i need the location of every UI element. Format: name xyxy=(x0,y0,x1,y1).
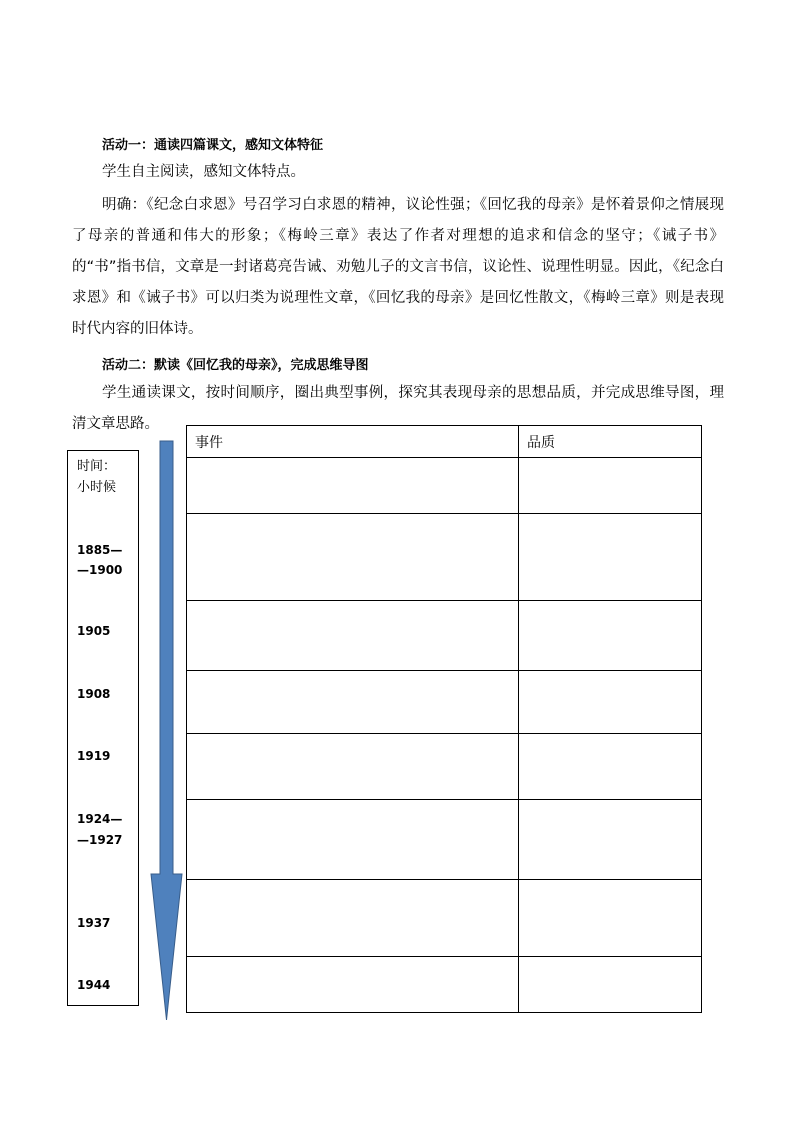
mind-map-table xyxy=(186,425,702,1013)
timeline-year: —1900 xyxy=(77,563,123,577)
event-cell[interactable] xyxy=(187,514,519,601)
table-row xyxy=(187,601,702,671)
quality-cell[interactable] xyxy=(519,734,702,800)
event-cell[interactable] xyxy=(187,957,519,1013)
table-row xyxy=(187,957,702,1013)
down-arrow-icon xyxy=(150,440,184,1022)
timeline-year: 1885— xyxy=(77,543,123,557)
timeline-year: 1944 xyxy=(77,978,111,992)
quality-cell[interactable] xyxy=(519,601,702,671)
table-row xyxy=(187,734,702,800)
timeline-year: 1924— xyxy=(77,812,123,826)
quality-cell[interactable] xyxy=(519,957,702,1013)
quality-cell[interactable] xyxy=(519,458,702,514)
timeline-label: 时间： xyxy=(77,459,117,474)
quality-cell[interactable] xyxy=(519,671,702,734)
timeline-year: 1937 xyxy=(77,916,111,930)
quality-cell[interactable] xyxy=(519,880,702,957)
header-quality: 品质 xyxy=(519,426,702,458)
event-cell[interactable] xyxy=(187,880,519,957)
table-header-row xyxy=(187,426,702,458)
timeline-year: 1919 xyxy=(77,749,111,763)
timeline-box xyxy=(67,450,139,1006)
timeline-label-childhood: 小时候 xyxy=(77,480,117,495)
event-cell[interactable] xyxy=(187,800,519,880)
activity-1-intro: 学生自主阅读，感知文体特点。 xyxy=(102,164,305,180)
timeline-year: —1927 xyxy=(77,833,123,847)
activity-1-heading: 活动一：通读四篇课文，感知文体特征 xyxy=(102,138,324,153)
table-row xyxy=(187,671,702,734)
quality-cell[interactable] xyxy=(519,514,702,601)
table-row xyxy=(187,458,702,514)
event-cell[interactable] xyxy=(187,458,519,514)
table-row xyxy=(187,514,702,601)
header-event: 事件 xyxy=(187,426,519,458)
timeline-year: 1908 xyxy=(77,687,111,701)
event-cell[interactable] xyxy=(187,671,519,734)
activity-1-clarification: 明确：《纪念白求恩》号召学习白求恩的精神，议论性强；《回忆我的母亲》是怀着景仰之情展现了母亲的普通和伟大的形象；《梅岭三章》表达了作者对理想的追求和信念的坚守；《诫子书》的“书”指书信，文章是一封诸葛亮告诫、劝勉儿子的文言书信，议论性、说理性明显。因此，《纪念白求恩》和《诫子书》可以归类为说理性文章，《回忆我的母亲》是回忆性散文，《梅岭三章》则是表现时代内容的旧体诗。 xyxy=(72,197,724,337)
activity-2-intro: 学生通读课文，按时间顺序，圈出典型事例，探究其表现母亲的思想品质，并完成思维导图，理清文章思路。 xyxy=(72,385,724,432)
event-cell[interactable] xyxy=(187,601,519,671)
table-row xyxy=(187,800,702,880)
timeline-year: 1905 xyxy=(77,624,111,638)
activity-2-heading: 活动二：默读《回忆我的母亲》，完成思维导图 xyxy=(102,358,369,373)
event-cell[interactable] xyxy=(187,734,519,800)
quality-cell[interactable] xyxy=(519,800,702,880)
arrow-shape xyxy=(151,441,182,1020)
table-row xyxy=(187,880,702,957)
